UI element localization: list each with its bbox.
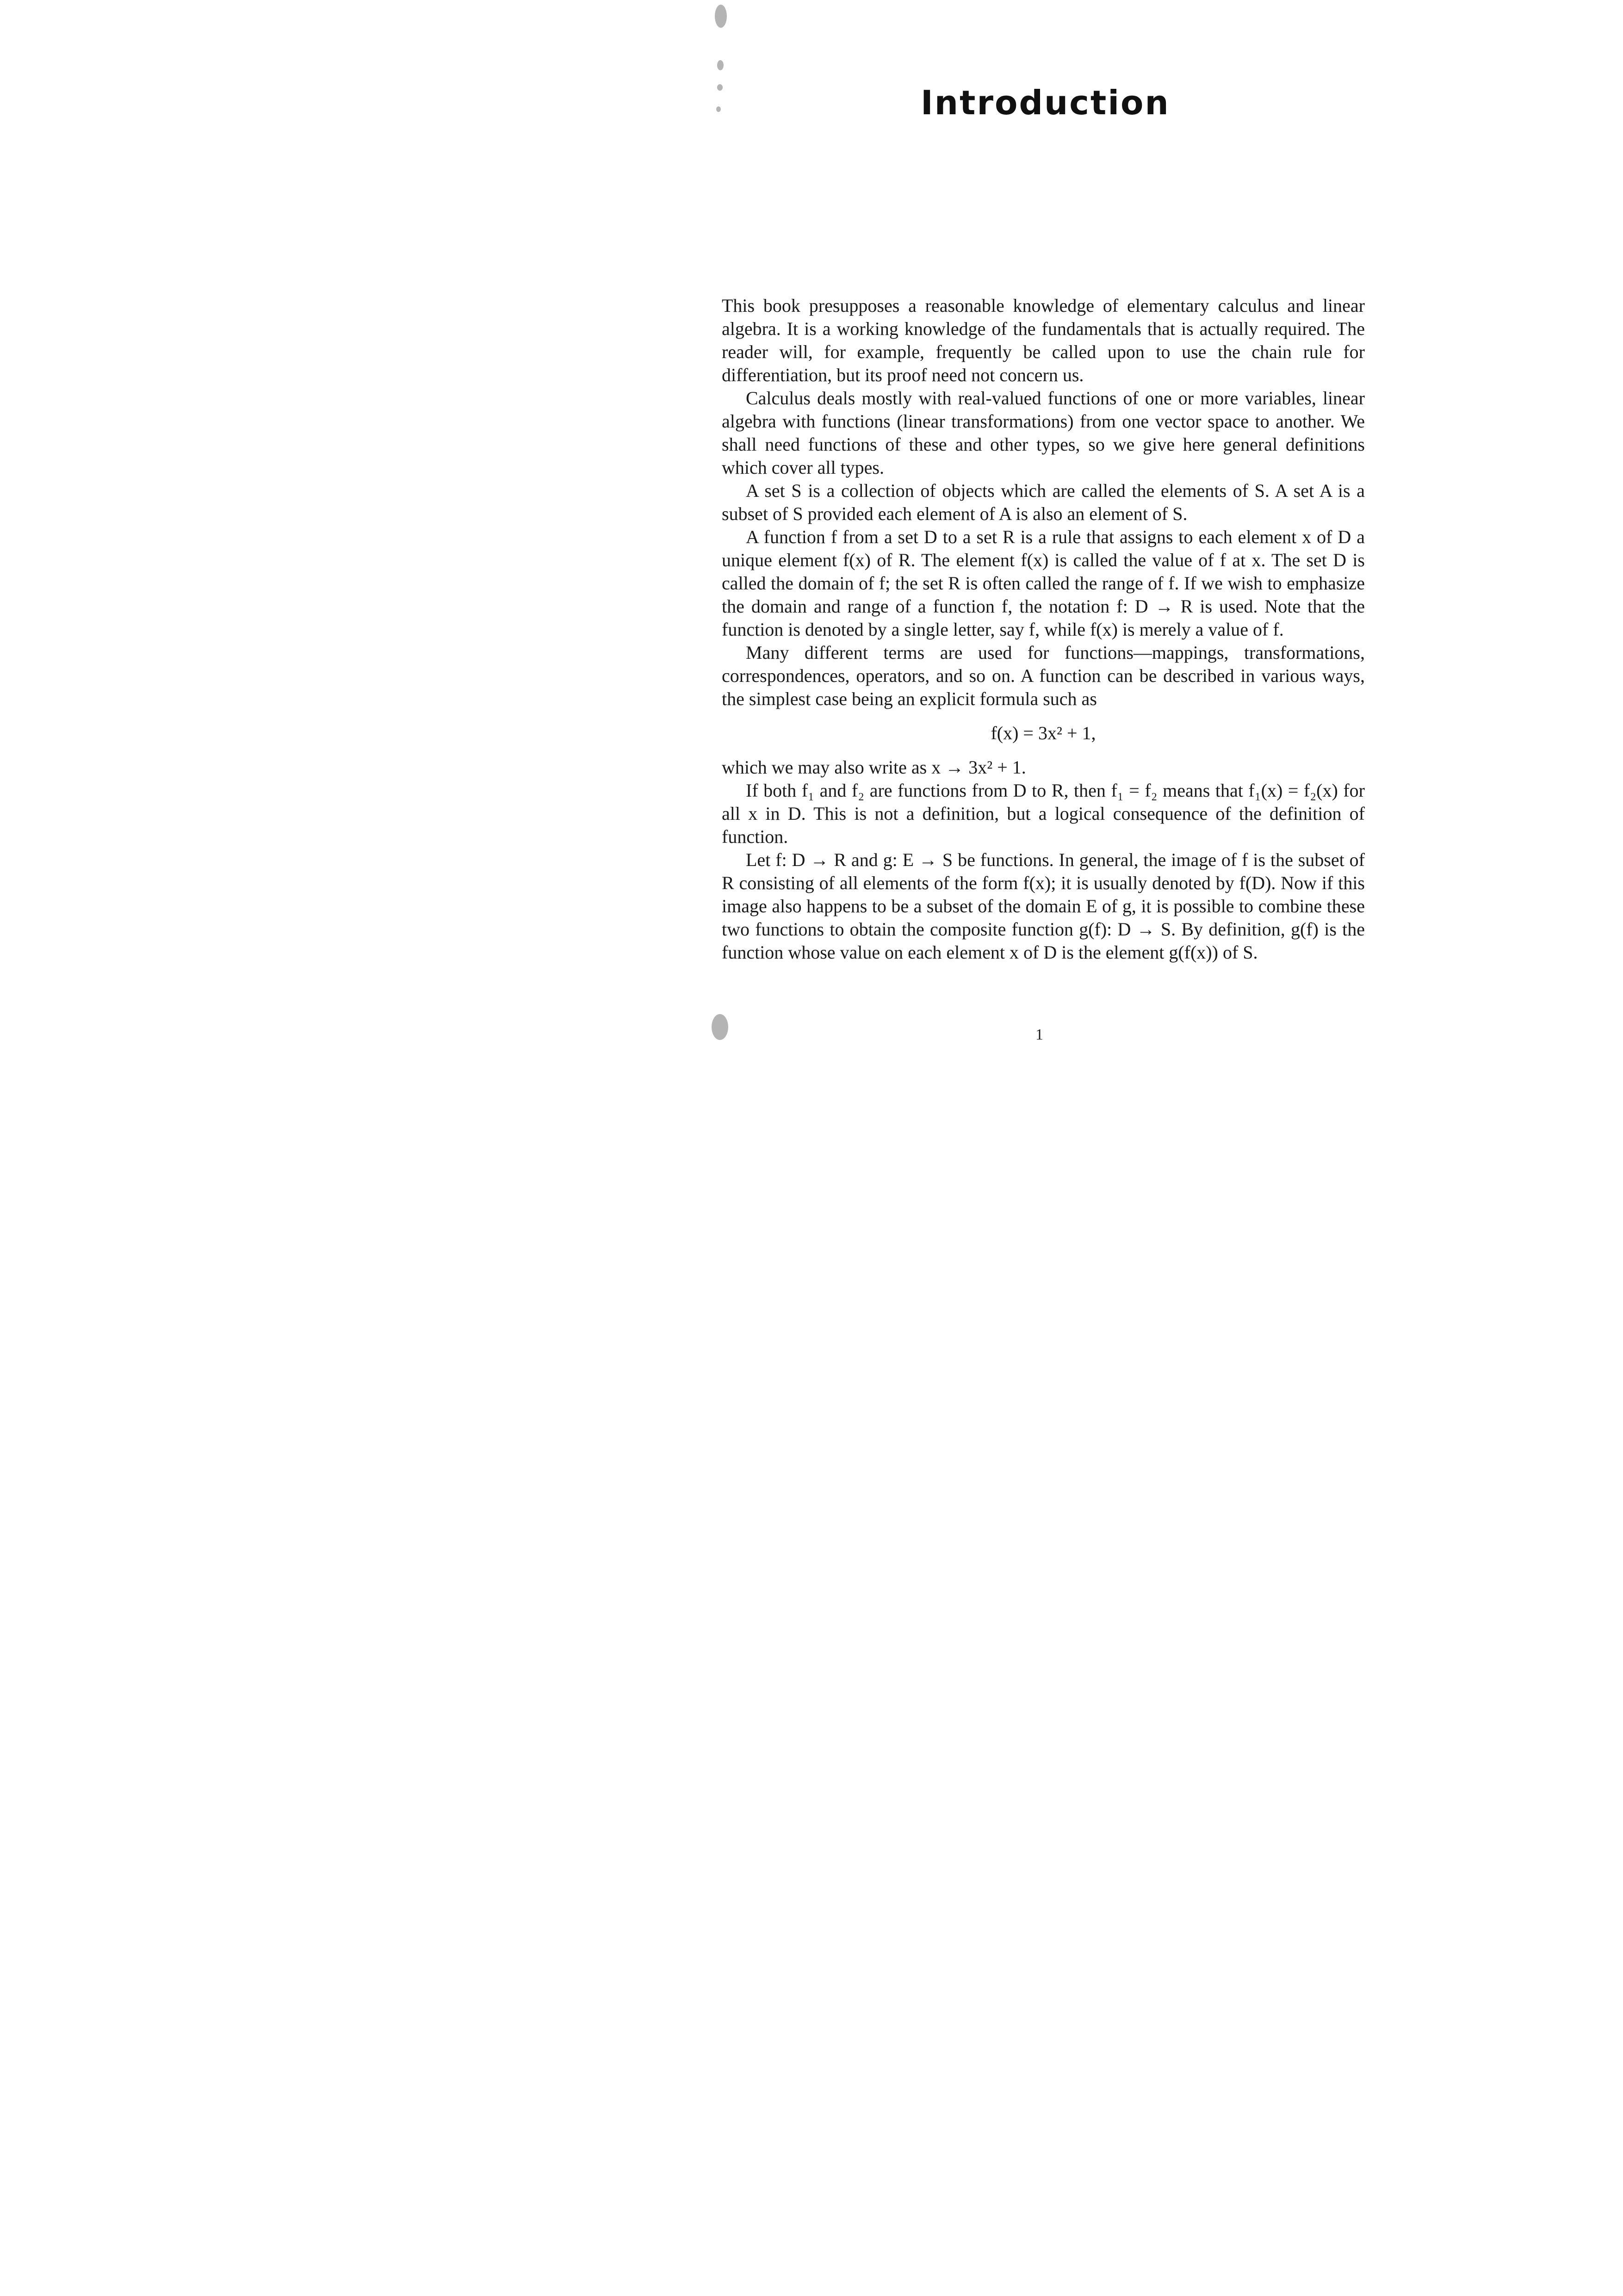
chapter-title: Introduction bbox=[921, 83, 1170, 122]
display-equation: f(x) = 3x² + 1, bbox=[991, 723, 1096, 743]
scan-speck bbox=[715, 5, 727, 28]
scan-speck bbox=[717, 60, 724, 70]
page-number: 1 bbox=[1035, 1026, 1043, 1043]
paragraph: A function f from a set D to a set R is a rule that assigns to each element x of D a unique element f(x) of R. The element f(x) is called the value of f at x. The set D is called the domain of f; the set R is often called the range of f. If we wish to emphasize the domain and range of a function f, the notation f: D → R is used. Note that the function is denoted by a single letter, say f, while f(x) is merely a value of f. bbox=[722, 526, 1365, 640]
paragraph: This book presupposes a reasonable knowledge of elementary calculus and linear algebra. It is a working knowledge of the fundamentals that is actually required. The reader will, for example, frequently be called upon to use the chain rule for differentiation, but its proof need not concern us. bbox=[722, 295, 1365, 385]
paragraph: which we may also write as x → 3x² + 1. bbox=[722, 757, 1026, 778]
scan-speck bbox=[717, 84, 723, 91]
paragraph: Let f: D → R and g: E → S be functions. In general, the image of f is the subset of R consisting of all elements of the form f(x); it is usually denoted by f(D). Now if this image also happens to be a subset of the domain E of g, it is possible to combine these two functions to obtain the composite function g(f): D → S. By definition, g(f) is the function whose value on each element x of D is the element g(f(x)) of S. bbox=[722, 849, 1365, 963]
paragraph: A set S is a collection of objects which are called the elements of S. A set A is a subset of S provided each element of A is also an element of S. bbox=[722, 480, 1365, 524]
paragraph: If both f₁ and f₂ are functions from D to R, then f₁ = f₂ means that f₁(x) = f₂(x) for all x in D. This is not a definition, but a logical consequence of the definition of function. bbox=[722, 780, 1365, 847]
scan-speck bbox=[716, 106, 721, 112]
paragraph: Many different terms are used for functions—mappings, transformations, correspondences, operators, and so on. A function can be described in various ways, the simplest case being an explicit formula such as bbox=[722, 642, 1365, 709]
scan-speck bbox=[712, 1014, 728, 1040]
paragraph: Calculus deals mostly with real-valued functions of one or more variables, linear algebra with functions (linear transformations) from one vector space to another. We shall need functions of these and other types, so we give here general definitions which cover all types. bbox=[722, 388, 1365, 478]
body-text bbox=[722, 294, 1365, 964]
